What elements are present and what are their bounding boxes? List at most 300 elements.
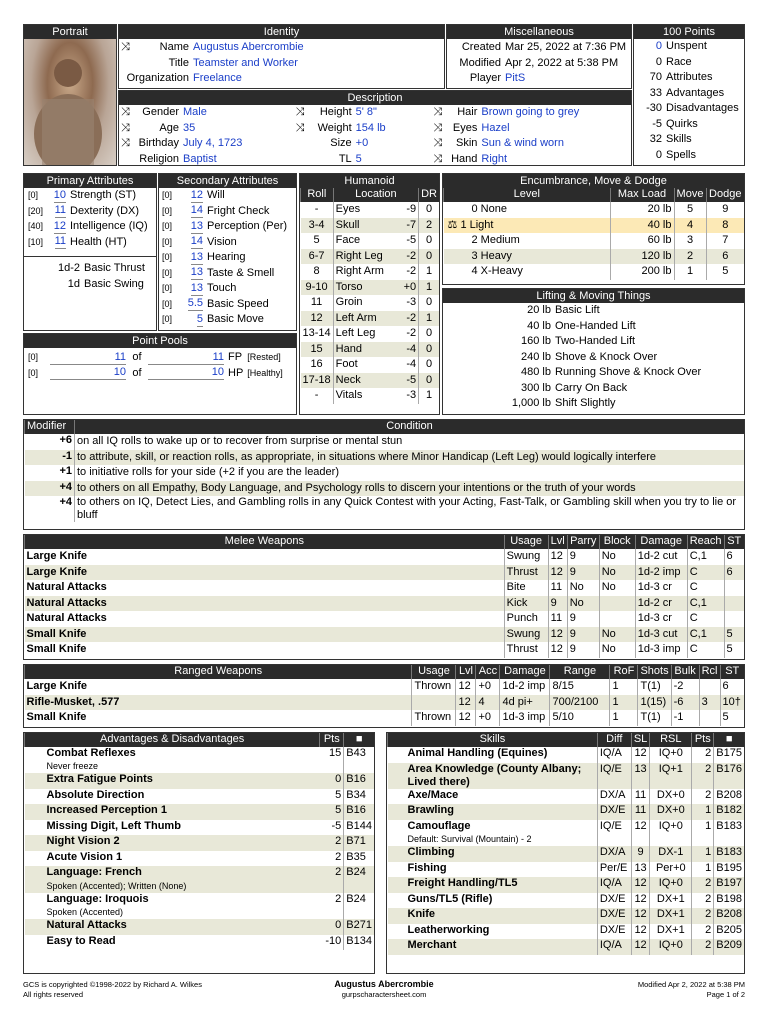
- weapon-cell: 1(15): [638, 695, 671, 711]
- points-label: Disadvantages: [666, 102, 739, 115]
- skill-p: 1: [692, 804, 714, 820]
- description-label: [119, 105, 181, 121]
- skill-r[interactable]: B205: [714, 924, 744, 940]
- lift-label: Basic Lift: [555, 304, 600, 317]
- hit-location-row: [301, 202, 440, 218]
- table-header: [25, 733, 375, 747]
- skill-r[interactable]: B175: [714, 747, 744, 763]
- footer-rights: All rights reserved: [23, 990, 84, 999]
- attribute-value-field[interactable]: 13: [191, 282, 203, 296]
- attribute-value-field[interactable]: 13: [191, 220, 203, 234]
- condition-text: to others on all Empathy, Body Language, and Psychology rolls to discern your intentions or the truth of your words: [75, 481, 745, 497]
- lift-weight: 240 lb: [521, 350, 551, 363]
- description-field[interactable]: July 4, 1723: [183, 137, 243, 150]
- column-header: Level: [444, 188, 611, 202]
- skill-name: [388, 877, 598, 893]
- hit-location-panel: [299, 173, 440, 415]
- column-header: Location: [333, 188, 418, 202]
- weapon-cell: [599, 611, 635, 627]
- footer: [23, 980, 745, 1002]
- description-panel: [118, 90, 632, 166]
- player-field[interactable]: PitS: [505, 72, 526, 85]
- skill-rsl: DX+1: [650, 924, 692, 940]
- footer-copyright: GCS is copyrighted ©1998-2022 by Richard A. Wilkes: [23, 980, 202, 989]
- advantage-row: [25, 851, 375, 867]
- encumbrance-move: 5: [674, 202, 706, 218]
- weapon-cell: [724, 580, 744, 596]
- attribute-row: [159, 297, 296, 313]
- encumbrance-move: 3: [674, 233, 706, 249]
- weapon-cell: [724, 596, 744, 612]
- advantage-ref[interactable]: B34: [344, 789, 374, 805]
- skill-name: [388, 820, 598, 846]
- attribute-label: Health (HT): [70, 235, 127, 248]
- attribute-points: [40]: [28, 221, 44, 232]
- pool-max-field[interactable]: 11: [148, 351, 224, 365]
- advantage-points: 2: [320, 835, 344, 851]
- skill-row: [388, 763, 745, 789]
- description-field[interactable]: 154 lb: [355, 121, 386, 134]
- advantage-ref[interactable]: B71: [344, 835, 374, 851]
- attribute-value-field[interactable]: 14: [191, 235, 203, 249]
- skill-r[interactable]: B176: [714, 763, 744, 789]
- hit-penalty: -9: [406, 203, 417, 216]
- weapon-row: [25, 695, 745, 711]
- advantage-name: [25, 747, 320, 773]
- hit-penalty: -5: [399, 373, 419, 389]
- skill-row: [388, 893, 745, 909]
- attribute-value-field[interactable]: 5.5: [188, 297, 203, 311]
- description-field[interactable]: Baptist: [183, 152, 217, 165]
- skill-sl: 12: [631, 820, 649, 846]
- advantage-ref[interactable]: B24: [344, 866, 374, 892]
- weapon-cell: C: [687, 565, 724, 581]
- column-header: Dodge: [706, 188, 744, 202]
- advantage-row: [25, 820, 375, 836]
- description-label-text: Hand: [451, 152, 478, 165]
- weapon-cell: 11: [548, 580, 567, 596]
- attribute-value-field[interactable]: 11: [55, 235, 66, 249]
- skill-r[interactable]: B183: [714, 820, 744, 846]
- column-header: Bulk: [671, 665, 699, 679]
- attribute-value-field[interactable]: 10: [54, 189, 66, 203]
- advantage-points: 0: [320, 773, 344, 789]
- hitloc-title: Humanoid: [300, 174, 439, 188]
- skill-d: IQ/A: [597, 939, 631, 955]
- description-field[interactable]: 5: [355, 152, 362, 165]
- description-row: [431, 152, 631, 167]
- advantage-row: [25, 935, 375, 951]
- weapon-cell: Thrust: [504, 565, 548, 581]
- weapon-cell: Small Knife: [26, 711, 87, 724]
- random-icon[interactable]: ⤨: [433, 152, 443, 165]
- weapon-row: [25, 565, 745, 581]
- hit-location-row: [301, 357, 440, 373]
- attribute-value-field[interactable]: 11: [55, 204, 66, 218]
- hit-location-row: [301, 280, 440, 296]
- advantage-ref[interactable]: B16: [344, 773, 374, 789]
- random-icon[interactable]: ⤨: [433, 121, 443, 134]
- advantage-points: 2: [320, 866, 344, 892]
- description-row: [431, 121, 631, 137]
- advantage-name-text: Night Vision 2: [46, 835, 120, 848]
- description-field[interactable]: 5' 8": [355, 106, 377, 119]
- skill-name-text: Camouflage: [407, 819, 471, 832]
- description-field[interactable]: Hazel: [481, 121, 510, 134]
- lift-weight: 20 lb: [527, 304, 551, 317]
- column-header: Pts: [320, 733, 344, 747]
- column-header: Lvl: [456, 665, 476, 679]
- weapon-cell: 1d-2 cr: [635, 596, 687, 612]
- encumbrance-level-text: 0 None: [471, 203, 507, 216]
- description-label-text: Eyes: [452, 121, 478, 134]
- condition-modifier: -1: [25, 450, 75, 466]
- encumbrance-level: [444, 218, 611, 234]
- description-field[interactable]: 35: [183, 121, 196, 134]
- condition-modifier: +1: [59, 465, 72, 477]
- points-value[interactable]: 0: [655, 40, 662, 53]
- attribute-value-field[interactable]: 12: [54, 220, 66, 234]
- random-icon[interactable]: ⤨: [121, 137, 130, 150]
- column-header: SL: [631, 733, 649, 747]
- hit-roll: 15: [301, 342, 334, 358]
- advantage-points: 0: [320, 919, 344, 935]
- skill-r[interactable]: B183: [714, 846, 744, 862]
- skill-r[interactable]: B209: [714, 939, 744, 955]
- pool-current-field[interactable]: 11: [50, 351, 126, 365]
- points-label: Spells: [666, 148, 696, 161]
- skill-row: [388, 789, 745, 805]
- portrait-figure: [24, 39, 116, 166]
- condition-text: to attribute, skill, or reaction rolls, as appropriate, in situations where Minor Handicap (Left Leg) would logically interfere: [75, 450, 745, 466]
- lifting-panel: [442, 288, 745, 415]
- points-row: [634, 101, 744, 117]
- player-label: Player: [469, 72, 501, 85]
- skill-r[interactable]: B195: [714, 862, 744, 878]
- skill-sl: 12: [631, 877, 649, 893]
- scale-icon: ⚖: [447, 218, 458, 231]
- points-row: [634, 117, 744, 133]
- weapon-cell: C,1: [687, 627, 724, 643]
- attribute-value: [177, 235, 205, 251]
- advantage-name-text: Extra Fatigue Points: [46, 773, 153, 786]
- skill-sl: 12: [631, 939, 649, 955]
- weapon-cell: 700/2100: [550, 695, 610, 711]
- pool-label: FP: [228, 351, 243, 364]
- encumbrance-level-text: 3 Heavy: [471, 249, 512, 262]
- description-row: [294, 121, 432, 137]
- encumbrance-move: 2: [674, 249, 706, 265]
- hit-dr: 0: [419, 373, 439, 389]
- random-icon[interactable]: ⤨: [433, 106, 443, 119]
- weapon-cell: 9: [567, 565, 599, 581]
- attribute-points: [0]: [162, 236, 173, 247]
- advantage-ref[interactable]: B144: [344, 820, 374, 836]
- weapon-cell: 1d-3 imp: [635, 642, 687, 658]
- skill-name-text: Knife: [407, 908, 435, 921]
- skill-name-text: Leatherworking: [407, 923, 490, 936]
- advantage-note: Spoken (Accented): [46, 906, 124, 917]
- description-label: [431, 152, 479, 167]
- advantage-points: 5: [335, 788, 342, 801]
- points-value: 32: [649, 133, 662, 146]
- hit-location-row: [301, 218, 440, 234]
- skill-rsl: IQ+0: [650, 939, 692, 955]
- skill-sl: 12: [631, 924, 649, 940]
- title-field[interactable]: Teamster and Worker: [193, 56, 298, 69]
- weapon-cell: No: [567, 580, 599, 596]
- column-header: Parry: [567, 535, 599, 549]
- weapon-cell: -6: [671, 695, 699, 711]
- description-label-text: Skin: [455, 137, 478, 150]
- attribute-row: [159, 281, 296, 297]
- weapon-cell: Small Knife: [26, 643, 87, 656]
- skill-row: [388, 804, 745, 820]
- skill-name-text: Merchant: [407, 939, 457, 952]
- encumbrance-dodge: 8: [706, 218, 744, 234]
- description-field[interactable]: Male: [183, 106, 207, 119]
- column-header: Acc: [476, 665, 500, 679]
- advantages-panel: [23, 732, 375, 974]
- column-header: DR: [419, 188, 439, 202]
- hit-penalty: -4: [406, 358, 417, 371]
- skill-row: [388, 862, 745, 878]
- lifting-row: [443, 365, 744, 381]
- weapon-cell: 1d-2 imp: [500, 679, 550, 695]
- skill-d: Per/E: [597, 862, 631, 878]
- advantage-ref[interactable]: B134: [344, 935, 374, 951]
- random-icon[interactable]: ⤨: [433, 137, 443, 150]
- advantage-row: [25, 747, 375, 773]
- attribute-value-field[interactable]: 13: [191, 251, 203, 265]
- skill-name: [388, 747, 598, 763]
- hit-location-row: [301, 326, 440, 342]
- encumbrance-row: [444, 233, 745, 249]
- random-icon[interactable]: ⤨: [121, 106, 130, 119]
- skill-r[interactable]: B197: [714, 877, 744, 893]
- skill-name: [388, 939, 598, 955]
- table-header: [25, 665, 745, 679]
- skill-sl: 13: [631, 763, 649, 789]
- points-value: 70: [649, 71, 662, 84]
- lift-label: Carry On Back: [555, 381, 628, 394]
- description-row: [119, 105, 294, 121]
- advantage-name: [25, 773, 320, 789]
- attribute-value: [177, 219, 205, 235]
- skill-note: Default: Survival (Mountain) - 2: [407, 834, 532, 845]
- hit-roll: -: [314, 389, 319, 402]
- random-icon[interactable]: ⤨: [121, 121, 130, 134]
- points-label: Attributes: [666, 71, 713, 84]
- skill-r[interactable]: B208: [714, 789, 744, 805]
- weapon-cell: Punch: [504, 611, 548, 627]
- hit-dr: 1: [419, 388, 439, 404]
- advantage-name-text: Language: Iroquois: [46, 892, 149, 905]
- advantage-ref[interactable]: B271: [344, 919, 374, 935]
- attribute-value-field[interactable]: 5: [197, 313, 203, 327]
- pool-max: [146, 350, 226, 366]
- skill-d: IQ/A: [597, 877, 631, 893]
- weapon-row: [25, 642, 745, 658]
- advantage-name: [25, 866, 320, 892]
- lifting-row: [443, 381, 744, 397]
- hit-location-row: [301, 295, 440, 311]
- description-label-text: TL: [338, 152, 352, 165]
- points-row: [634, 70, 744, 86]
- hit-roll: 3-4: [301, 218, 334, 234]
- column-header: ST: [720, 665, 744, 679]
- advantage-row: [25, 804, 375, 820]
- attribute-value: [46, 188, 68, 204]
- weapon-row: [25, 549, 745, 565]
- lifting-row: [443, 303, 744, 319]
- skill-r[interactable]: B198: [714, 893, 744, 909]
- weapon-cell: 1d-2 cut: [635, 549, 687, 565]
- attribute-row: [159, 235, 296, 251]
- advantage-ref[interactable]: B35: [344, 851, 374, 867]
- advantage-ref[interactable]: B43: [344, 747, 374, 773]
- column-header: Usage: [412, 665, 456, 679]
- hit-dr: 1: [419, 264, 439, 280]
- pool-current-field[interactable]: 10: [50, 366, 126, 380]
- advantage-ref[interactable]: B24: [344, 893, 374, 919]
- weapon-cell: No: [599, 642, 635, 658]
- attribute-value: [177, 297, 205, 313]
- skill-r[interactable]: B208: [714, 908, 744, 924]
- weapon-cell: Natural Attacks: [25, 596, 505, 612]
- skill-d: DX/E: [597, 804, 631, 820]
- skill-d: IQ/E: [597, 820, 631, 846]
- condition-text: to initiative rolls for your side (+2 if you are the leader): [75, 465, 745, 481]
- description-label: [431, 105, 479, 121]
- lift-label: Running Shove & Knock Over: [555, 366, 702, 379]
- primary-title: Primary Attributes: [24, 174, 156, 188]
- created-label: Created: [461, 41, 501, 54]
- attribute-value: [177, 204, 205, 220]
- column-header: Modifier: [25, 420, 75, 434]
- weapon-cell: 9: [567, 611, 599, 627]
- description-field[interactable]: Brown going to grey: [481, 106, 580, 119]
- advantage-ref[interactable]: B16: [344, 804, 374, 820]
- weapon-cell: 9: [567, 642, 599, 658]
- hit-dr: 0: [419, 249, 439, 265]
- hit-roll: 13-14: [302, 327, 331, 340]
- skill-row: [388, 820, 745, 846]
- attribute-value: [177, 188, 205, 204]
- column-header: Diff: [597, 733, 631, 747]
- hit-location: Left Arm: [333, 311, 398, 327]
- weapon-cell: Small Knife: [25, 627, 505, 643]
- advantage-name: [25, 851, 320, 867]
- hit-dr: 0: [419, 357, 439, 373]
- attribute-value-field[interactable]: 13: [191, 266, 203, 280]
- hit-location-row: [301, 342, 440, 358]
- description-row: [119, 121, 294, 137]
- skill-rsl: DX+1: [650, 908, 692, 924]
- random-icon[interactable]: ⤨: [295, 106, 305, 119]
- random-icon[interactable]: ⤨: [295, 121, 305, 134]
- encumbrance-level: [444, 249, 611, 265]
- lift-label: One-Handed Lift: [555, 319, 636, 332]
- weapon-row: [25, 611, 745, 627]
- bookmark-icon: ■: [725, 733, 733, 746]
- points-panel: [633, 24, 745, 166]
- attribute-value-field[interactable]: 12: [191, 189, 203, 203]
- name-field[interactable]: Augustus Abercrombie: [193, 41, 304, 54]
- attribute-value: [46, 219, 68, 235]
- encumbrance-title: Encumbrance, Move & Dodge: [443, 174, 744, 188]
- weapon-cell: 11: [548, 611, 567, 627]
- description-label: [294, 136, 354, 152]
- attribute-label: Will: [207, 189, 225, 202]
- skill-name: [388, 862, 598, 878]
- pool-state: [Rested]: [247, 352, 281, 363]
- description-label-text: Weight: [317, 121, 352, 134]
- table-header: [25, 420, 745, 434]
- column-header: Shots: [638, 665, 671, 679]
- pool-of: of: [132, 366, 142, 379]
- weapon-cell: 6: [724, 549, 744, 565]
- attribute-label: Intelligence (IQ): [70, 220, 148, 233]
- pool-max-field[interactable]: 10: [148, 366, 224, 380]
- weapon-cell: [724, 611, 744, 627]
- column-header: Rcl: [699, 665, 720, 679]
- description-row: [431, 105, 631, 121]
- description-field[interactable]: Right: [481, 152, 508, 165]
- attribute-points: [10]: [28, 236, 44, 247]
- condition-modifier: +4: [25, 481, 75, 497]
- condition-row: [25, 496, 745, 522]
- skill-sl: 13: [631, 862, 649, 878]
- skill-name-text: Animal Handling (Equines): [407, 747, 548, 759]
- description-label-text: Birthday: [138, 137, 179, 150]
- condition-row: [25, 481, 745, 497]
- skill-r[interactable]: B182: [714, 804, 744, 820]
- skill-rsl: DX-1: [650, 846, 692, 862]
- thrust-value: 1d-2: [57, 262, 80, 275]
- footer-website[interactable]: gurpscharactersheet.com: [341, 990, 427, 999]
- skill-rsl: IQ+1: [650, 763, 692, 789]
- condition-text: to others on IQ, Detect Lies, and Gambling rolls in any Quick Contest with your Acting, Fast-Talk, or Gambling skill when you try to lie or bluff: [75, 496, 745, 522]
- column-header: Move: [674, 188, 706, 202]
- skill-sl: 12: [631, 908, 649, 924]
- weapon-cell: 1: [610, 710, 638, 726]
- attribute-value-field[interactable]: 14: [191, 204, 203, 218]
- description-row: [431, 136, 631, 152]
- skill-p: 2: [692, 877, 714, 893]
- table-header: [301, 188, 440, 202]
- melee-weapons-panel: [23, 534, 745, 660]
- weapon-cell: 5: [720, 710, 744, 726]
- pool-row: [24, 366, 296, 382]
- description-row: [119, 152, 294, 167]
- advantage-name: [25, 820, 320, 836]
- hit-location: Right Leg: [333, 249, 398, 265]
- hit-penalty: -5: [406, 234, 417, 247]
- org-field[interactable]: Freelance: [193, 72, 242, 85]
- description-field[interactable]: Sun & wind worn: [481, 137, 564, 150]
- description-field[interactable]: +0: [355, 137, 369, 150]
- pool-max: [146, 366, 226, 382]
- skill-sl: 9: [631, 846, 649, 862]
- attribute-value: [46, 235, 68, 251]
- encumbrance-dodge: 5: [706, 264, 744, 280]
- lifting-row: [443, 396, 744, 412]
- hit-location: Eyes: [333, 202, 398, 218]
- hit-penalty: -2: [399, 249, 419, 265]
- advantage-row: [25, 773, 375, 789]
- column-header: Block: [599, 535, 635, 549]
